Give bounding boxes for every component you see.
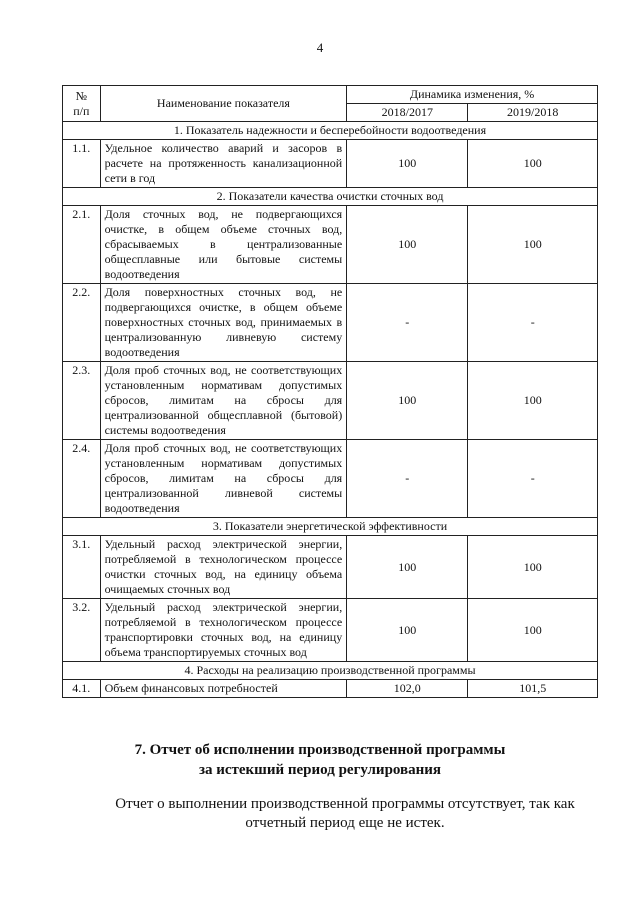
section-title: 3. Показатели энергетической эффективности xyxy=(63,518,598,536)
section-row xyxy=(63,662,598,680)
header-number-line1: № xyxy=(75,88,88,103)
header-year-2: 2019/2018 xyxy=(468,104,598,122)
value-2019-2018: - xyxy=(468,284,598,362)
header-year-1: 2018/2017 xyxy=(347,104,468,122)
table-row xyxy=(63,680,598,698)
row-number: 3.1. xyxy=(63,536,101,599)
indicator-name: Объем финансовых потребностей xyxy=(100,680,347,698)
value-2019-2018: 100 xyxy=(468,362,598,440)
section-7-body: Отчет о выполнении производственной программы отсутствует, так как отчетный период еще не истек. xyxy=(115,796,575,831)
value-2018-2017: - xyxy=(347,440,468,518)
value-2019-2018: - xyxy=(468,440,598,518)
section-row xyxy=(63,188,598,206)
table-row xyxy=(63,440,598,518)
table-row xyxy=(63,362,598,440)
table-row xyxy=(63,536,598,599)
indicator-name: Удельный расход электрической энергии, потребляемой в технологическом процессе транспортировки сточных вод, на единицу объема транспортируемых сточных вод xyxy=(100,599,347,662)
value-2018-2017: 100 xyxy=(347,362,468,440)
header-indicator-name: Наименование показателя xyxy=(100,86,347,122)
table-header-row xyxy=(63,86,598,104)
header-dynamics: Динамика изменения, % xyxy=(347,86,598,104)
value-2019-2018: 100 xyxy=(468,536,598,599)
value-2019-2018: 100 xyxy=(468,599,598,662)
table-row xyxy=(63,140,598,188)
section-7-title xyxy=(0,740,640,780)
value-2018-2017: 100 xyxy=(347,140,468,188)
value-2019-2018: 100 xyxy=(468,140,598,188)
value-2018-2017: 100 xyxy=(347,599,468,662)
indicator-name: Доля поверхностных сточных вод, не подвергающихся очистке, в общем объеме поверхностных сточных вод, принимаемых в централизованную ливневую систему водоотведения xyxy=(100,284,347,362)
row-number: 4.1. xyxy=(63,680,101,698)
section-7-title-line2: за истекший период регулирования xyxy=(198,762,442,778)
row-number: 2.4. xyxy=(63,440,101,518)
value-2019-2018: 100 xyxy=(468,206,598,284)
header-number xyxy=(63,86,101,122)
row-number: 2.2. xyxy=(63,284,101,362)
indicators-table xyxy=(62,85,598,698)
indicator-name: Доля сточных вод, не подвергающихся очистке, в общем объеме сточных вод, сбрасываемых в централизованные общесплавные или бытовые системы водоотведения xyxy=(100,206,347,284)
row-number: 3.2. xyxy=(63,599,101,662)
indicator-name: Удельный расход электрической энергии, потребляемой в технологическом процессе очистки сточных вод, на единицу объема очищаемых сточных вод xyxy=(100,536,347,599)
row-number: 2.3. xyxy=(63,362,101,440)
section-row xyxy=(63,518,598,536)
row-number: 1.1. xyxy=(63,140,101,188)
row-number: 2.1. xyxy=(63,206,101,284)
section-title: 2. Показатели качества очистки сточных вод xyxy=(63,188,598,206)
indicator-name: Удельное количество аварий и засоров в расчете на протяженность канализационной сети в год xyxy=(100,140,347,188)
page-number: 4 xyxy=(316,40,324,55)
header-number-line2: п/п xyxy=(73,103,90,118)
table-row xyxy=(63,284,598,362)
table-body xyxy=(63,122,598,698)
value-2018-2017: 102,0 xyxy=(347,680,468,698)
indicator-name: Доля проб сточных вод, не соответствующих установленным нормативам допустимых сбросов, лимитам на сбросы для централизованной ливневой системы водоотведения xyxy=(100,440,347,518)
indicator-name: Доля проб сточных вод, не соответствующих установленным нормативам допустимых сбросов, лимитам на сбросы для централизованной общесплавной (бытовой) системы водоотведения xyxy=(100,362,347,440)
value-2019-2018: 101,5 xyxy=(468,680,598,698)
value-2018-2017: 100 xyxy=(347,536,468,599)
section-7-title-line1: 7. Отчет об исполнении производственной программы xyxy=(134,742,506,758)
value-2018-2017: 100 xyxy=(347,206,468,284)
value-2018-2017: - xyxy=(347,284,468,362)
section-title: 4. Расходы на реализацию производственной программы xyxy=(63,662,598,680)
section-row xyxy=(63,122,598,140)
table-row xyxy=(63,206,598,284)
table-row xyxy=(63,599,598,662)
section-title: 1. Показатель надежности и бесперебойности водоотведения xyxy=(63,122,598,140)
